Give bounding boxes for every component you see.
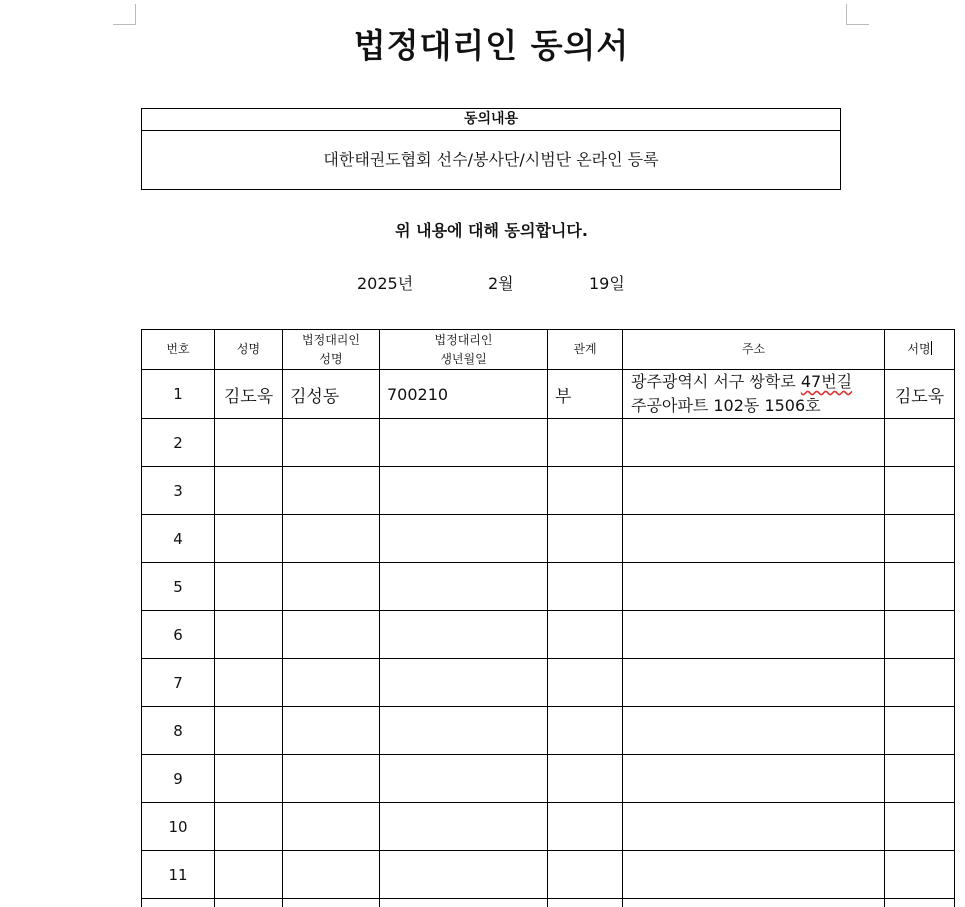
cell-signature[interactable] — [885, 515, 955, 563]
cell-signature[interactable] — [885, 803, 955, 851]
header-guardian-name-line1: 법정대리인 — [302, 332, 360, 347]
cell-name[interactable] — [215, 611, 283, 659]
cell-guardian-name[interactable] — [283, 563, 380, 611]
cell-relation[interactable] — [548, 419, 623, 467]
table-row — [142, 707, 955, 755]
cell-guardian-name[interactable] — [283, 659, 380, 707]
cell-relation[interactable] — [548, 851, 623, 899]
cell-guardian-birth[interactable] — [380, 515, 548, 563]
cell-signature[interactable] — [885, 611, 955, 659]
address-line1: 광주광역시 서구 쌍학로 — [631, 372, 801, 391]
cell-guardian-birth[interactable] — [380, 611, 548, 659]
header-name[interactable]: 성명 — [215, 330, 283, 370]
cell-name[interactable] — [215, 515, 283, 563]
cell-guardian-birth[interactable] — [380, 419, 548, 467]
header-guardian-name-line2: 성명 — [319, 351, 343, 366]
cell-guardian-birth[interactable] — [380, 563, 548, 611]
cell-signature[interactable] — [885, 467, 955, 515]
cell-relation[interactable] — [548, 611, 623, 659]
cell-address[interactable] — [623, 515, 885, 563]
cell-guardian-birth[interactable] — [380, 467, 548, 515]
cell-signature[interactable] — [885, 707, 955, 755]
header-address[interactable]: 주소 — [623, 330, 885, 370]
cell-guardian-birth[interactable] — [380, 803, 548, 851]
table-row — [142, 563, 955, 611]
cell-guardian-birth[interactable]: 700210 — [380, 370, 548, 419]
cell-guardian-name[interactable] — [283, 419, 380, 467]
header-guardian-name[interactable] — [283, 330, 380, 370]
table-row — [142, 659, 955, 707]
date-month[interactable]: 2월 — [488, 274, 514, 293]
cell-relation[interactable] — [548, 803, 623, 851]
cell-relation[interactable] — [548, 467, 623, 515]
cell-number[interactable]: 9 — [142, 755, 215, 803]
cell-signature[interactable] — [885, 563, 955, 611]
cell-address[interactable] — [623, 611, 885, 659]
cell-guardian-name[interactable] — [283, 515, 380, 563]
cell-name[interactable] — [215, 659, 283, 707]
cell-signature[interactable] — [885, 755, 955, 803]
cell-name[interactable] — [215, 803, 283, 851]
cell-address[interactable] — [623, 803, 885, 851]
header-signature[interactable] — [885, 330, 955, 370]
cell-number[interactable]: 8 — [142, 707, 215, 755]
cell-address[interactable] — [623, 467, 885, 515]
cell-guardian-name[interactable] — [283, 611, 380, 659]
cell-guardian-name[interactable]: 김성동 — [283, 370, 380, 419]
date-year[interactable]: 2025년 — [357, 274, 414, 293]
cell-name[interactable] — [215, 707, 283, 755]
cell-signature[interactable] — [885, 659, 955, 707]
cell-number[interactable]: 3 — [142, 467, 215, 515]
cell-number[interactable]: 2 — [142, 419, 215, 467]
header-signature-label: 서명 — [907, 342, 931, 356]
agreement-statement[interactable]: 위 내용에 대해 동의합니다. — [395, 221, 588, 240]
cell-guardian-name[interactable] — [283, 467, 380, 515]
cell-guardian-birth[interactable] — [380, 659, 548, 707]
cell-number[interactable]: 1 — [142, 370, 215, 419]
cell-relation[interactable] — [548, 563, 623, 611]
table-row — [142, 611, 955, 659]
cell-name[interactable] — [215, 851, 283, 899]
cell-number[interactable]: 5 — [142, 563, 215, 611]
guardian-consent-table — [141, 329, 955, 907]
table-row — [142, 755, 955, 803]
document-title[interactable]: 법정대리인 동의서 — [353, 26, 630, 65]
table-row — [142, 899, 955, 907]
address-line2: 주공아파트 102동 1506호 — [631, 396, 821, 415]
header-guardian-birth-line1: 법정대리인 — [434, 332, 493, 347]
cell-relation[interactable] — [548, 755, 623, 803]
cell-guardian-birth[interactable] — [380, 851, 548, 899]
table-header-row — [142, 330, 955, 370]
table-row — [142, 803, 955, 851]
cell-address[interactable] — [623, 563, 885, 611]
cell-relation[interactable] — [548, 899, 623, 907]
cell-number[interactable]: 10 — [142, 803, 215, 851]
table-row — [142, 467, 955, 515]
cell-guardian-name[interactable] — [283, 899, 380, 907]
cell-signature[interactable] — [885, 851, 955, 899]
date-day[interactable]: 19일 — [589, 274, 625, 293]
consent-content-header[interactable]: 동의내용 — [142, 109, 840, 131]
cell-number[interactable] — [142, 899, 215, 907]
consent-content-body[interactable]: 대한태권도협회 선수/봉사단/시범단 온라인 등록 — [323, 150, 659, 169]
cell-guardian-name[interactable] — [283, 707, 380, 755]
address-line1-spellcheck: 47번길 — [800, 372, 853, 391]
cell-address[interactable] — [623, 370, 885, 419]
header-relation[interactable]: 관계 — [548, 330, 623, 370]
cell-number[interactable]: 11 — [142, 851, 215, 899]
text-cursor — [931, 341, 932, 355]
cell-address[interactable] — [623, 419, 885, 467]
cell-name[interactable] — [215, 419, 283, 467]
table-row — [142, 419, 955, 467]
header-number[interactable]: 번호 — [142, 330, 215, 370]
table-row — [142, 851, 955, 899]
cell-address[interactable] — [623, 755, 885, 803]
header-guardian-birth[interactable] — [380, 330, 548, 370]
table-row — [142, 370, 955, 419]
cell-name[interactable] — [215, 899, 283, 907]
cell-address[interactable] — [623, 899, 885, 907]
cell-relation[interactable] — [548, 659, 623, 707]
cell-guardian-birth[interactable] — [380, 899, 548, 907]
cell-guardian-name[interactable] — [283, 803, 380, 851]
cell-signature[interactable]: 김도욱 — [885, 370, 955, 419]
cell-relation[interactable] — [548, 515, 623, 563]
cell-address[interactable] — [623, 851, 885, 899]
cell-guardian-birth[interactable] — [380, 755, 548, 803]
cell-name[interactable] — [215, 467, 283, 515]
cell-name[interactable] — [215, 755, 283, 803]
cell-guardian-name[interactable] — [283, 755, 380, 803]
cell-guardian-birth[interactable] — [380, 707, 548, 755]
cell-address[interactable] — [623, 659, 885, 707]
cell-name[interactable]: 김도욱 — [215, 370, 283, 419]
header-guardian-birth-line2: 생년월일 — [440, 351, 487, 366]
consent-content-box — [141, 108, 841, 190]
cell-number[interactable]: 4 — [142, 515, 215, 563]
cell-number[interactable]: 6 — [142, 611, 215, 659]
cell-address[interactable] — [623, 707, 885, 755]
cell-signature[interactable] — [885, 419, 955, 467]
cell-signature[interactable] — [885, 899, 955, 907]
table-row — [142, 515, 955, 563]
cell-guardian-name[interactable] — [283, 851, 380, 899]
cell-name[interactable] — [215, 563, 283, 611]
cell-number[interactable]: 7 — [142, 659, 215, 707]
cell-relation[interactable]: 부 — [548, 370, 623, 419]
cell-relation[interactable] — [548, 707, 623, 755]
